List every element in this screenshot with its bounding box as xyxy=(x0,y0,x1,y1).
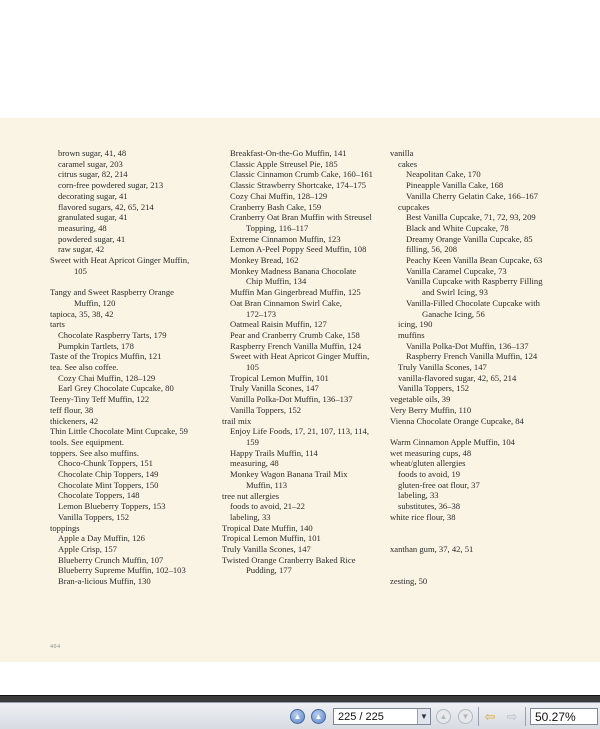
index-entry: Vienna Chocolate Orange Cupcake, 84 xyxy=(390,415,524,426)
index-entry: toppers. See also muffins. xyxy=(50,447,139,458)
toolbar-divider xyxy=(478,707,479,726)
index-subentry: Cozy Chai Muffin, 128–129 xyxy=(58,372,156,383)
index-subentry: Lemon A-Peel Poppy Seed Muffin, 108 xyxy=(230,244,367,255)
book-page xyxy=(0,118,600,662)
index-subentry: corn-free powdered sugar, 213 xyxy=(58,180,164,191)
index-subentry: granulated sugar, 41 xyxy=(58,212,128,223)
index-subentry: Pear and Cranberry Crumb Cake, 158 xyxy=(230,329,360,340)
zoom-level-field[interactable] xyxy=(530,708,598,725)
index-subentry: Vanilla Toppers, 152 xyxy=(398,383,470,394)
index-entry: Thin Little Chocolate Mint Cupcake, 59 xyxy=(50,426,188,437)
index-subentry: Vanilla Toppers, 152 xyxy=(230,404,302,415)
index-subentry: Blueberry Supreme Muffin, 102–103 xyxy=(58,565,186,576)
index-subentry: Chocolate Raspberry Tarts, 179 xyxy=(58,329,167,340)
index-subentry: 159 xyxy=(246,436,259,447)
index-subentry: foods to avoid, 19 xyxy=(398,469,461,480)
index-subentry: Happy Trails Muffin, 114 xyxy=(230,447,318,458)
index-subentry: Vanilla Caramel Cupcake, 73 xyxy=(406,265,507,276)
index-subentry: Blueberry Crunch Muffin, 107 xyxy=(58,554,164,565)
index-entry: tarts xyxy=(50,319,65,330)
index-subentry: Peachy Keen Vanilla Bean Cupcake, 63 xyxy=(406,255,543,266)
index-subentry: Neapolitan Cake, 170 xyxy=(406,169,481,180)
page-number-field[interactable] xyxy=(333,708,431,725)
index-subentry: Best Vanilla Cupcake, 71, 72, 93, 209 xyxy=(406,212,536,223)
index-subentry: cakes xyxy=(398,158,418,169)
index-entry: zesting, 50 xyxy=(390,576,428,587)
index-entry: trail mix xyxy=(222,415,252,426)
page-folio: 404 xyxy=(50,644,61,650)
index-subentry: Tropical Lemon Muffin, 101 xyxy=(230,372,329,383)
index-subentry: Chip Muffin, 134 xyxy=(246,276,307,287)
index-entry: Tropical Date Muffin, 140 xyxy=(222,522,313,533)
index-entry: thickeners, 42 xyxy=(50,415,99,426)
index-spacer xyxy=(390,426,600,437)
chevron-down-icon[interactable]: ▼ xyxy=(417,709,430,724)
index-subentry: muffins xyxy=(398,329,425,340)
index-entry: tree nut allergies xyxy=(222,490,280,501)
index-subentry: foods to avoid, 21–22 xyxy=(230,501,305,512)
index-entry: wheat/gluten allergies xyxy=(390,458,466,469)
index-subentry: Muffin, 120 xyxy=(74,297,116,308)
last-page-icon[interactable]: ▼ xyxy=(458,709,473,724)
index-entry: xanthan gum, 37, 42, 51 xyxy=(390,543,474,554)
index-subentry: Muffin Man Gingerbread Muffin, 125 xyxy=(230,287,361,298)
index-subentry: flavored sugars, 42, 65, 214 xyxy=(58,201,154,212)
index-subentry: Muffin, 113 xyxy=(246,479,288,490)
index-entry: Truly Vanilla Scones, 147 xyxy=(222,544,311,555)
index-subentry: Cranberry Bash Cake, 159 xyxy=(230,201,322,212)
forward-arrow-icon[interactable]: ⇨ xyxy=(506,708,518,724)
nav-up-icon[interactable]: ▲ xyxy=(290,709,305,724)
index-subentry: Breakfast-On-the-Go Muffin, 141 xyxy=(230,148,347,158)
index-subentry: Truly Vanilla Scones, 147 xyxy=(398,362,487,373)
index-subentry: Extreme Cinnamon Muffin, 123 xyxy=(230,233,341,244)
index-subentry: Dreamy Orange Vanilla Cupcake, 85 xyxy=(406,233,533,244)
index-subentry: Monkey Bread, 162 xyxy=(230,255,299,266)
index-subentry: gluten-free oat flour, 37 xyxy=(398,479,480,490)
index-spacer xyxy=(390,523,600,534)
index-entry: Sweet with Heat Apricot Ginger Muffin, xyxy=(50,255,190,266)
page-number-value: 225 / 225 xyxy=(338,710,384,723)
index-subentry: measuring, 48 xyxy=(58,222,107,233)
index-entry: Teeny-Tiny Teff Muffin, 122 xyxy=(50,394,150,405)
index-subentry: Apple Crisp, 157 xyxy=(58,544,117,554)
index-subentry: Classic Strawberry Shortcake, 174–175 xyxy=(230,180,367,191)
index-entry: Very Berry Muffin, 110 xyxy=(390,404,472,415)
nav-down-icon[interactable]: ▲ xyxy=(311,709,326,724)
index-subentry: decorating sugar, 41 xyxy=(58,190,128,201)
toolbar-divider xyxy=(525,707,526,726)
index-subentry: Vanilla Cupcake with Raspberry Filling xyxy=(406,276,543,287)
index-entry: vegetable oils, 39 xyxy=(390,394,451,405)
index-subentry: citrus sugar, 82, 214 xyxy=(58,169,128,180)
index-subentry: Vanilla Polka-Dot Muffin, 136–137 xyxy=(230,394,353,405)
index-column-3 xyxy=(390,148,600,587)
index-subentry: Chocolate Toppers, 148 xyxy=(58,490,140,501)
index-subentry: Vanilla Cherry Gelatin Cake, 166–167 xyxy=(406,190,538,201)
index-subentry: Oatmeal Raisin Muffin, 127 xyxy=(230,319,327,330)
index-subentry: Pumpkin Tartlets, 178 xyxy=(58,340,134,351)
index-entry: toppings xyxy=(50,522,80,533)
index-subentry: Apple a Day Muffin, 126 xyxy=(58,533,145,544)
index-entry: Tangy and Sweet Raspberry Orange xyxy=(50,287,174,298)
index-subentry: Topping, 116–117 xyxy=(246,222,309,233)
index-subentry: Classic Cinnamon Crumb Cake, 160–161 xyxy=(230,169,373,180)
index-entry: wet measuring cups, 48 xyxy=(390,447,472,458)
index-subentry: Pudding, 177 xyxy=(246,565,292,576)
index-subentry: Monkey Madness Banana Chocolate xyxy=(230,265,357,276)
index-subentry: and Swirl Icing, 93 xyxy=(422,287,488,298)
index-subentry: Black and White Cupcake, 78 xyxy=(406,222,509,233)
index-spacer xyxy=(390,533,600,544)
index-entry: Warm Cinnamon Apple Muffin, 104 xyxy=(390,436,515,447)
index-entry: tapioca, 35, 38, 42 xyxy=(50,308,114,319)
index-subentry: cupcakes xyxy=(398,201,430,212)
index-subentry: Enjoy Life Foods, 17, 21, 107, 113, 114, xyxy=(230,426,370,437)
index-subentry: substitutes, 36–38 xyxy=(398,501,461,512)
index-subentry: Monkey Wagon Banana Trail Mix xyxy=(230,469,348,480)
index-column-1 xyxy=(50,148,220,587)
viewer-toolbar xyxy=(0,702,600,729)
index-entry: tea. See also coffee. xyxy=(50,362,119,373)
index-spacer xyxy=(390,565,600,576)
index-subentry: Cozy Chai Muffin, 128–129 xyxy=(230,190,328,201)
index-subentry: Classic Apple Streusel Pie, 185 xyxy=(230,158,338,169)
index-subentry: Truly Vanilla Scones, 147 xyxy=(230,383,319,394)
index-entry: Twisted Orange Cranberry Baked Rice xyxy=(222,554,356,565)
index-subentry: Earl Grey Chocolate Cupcake, 80 xyxy=(58,383,174,394)
index-subentry: measuring, 48 xyxy=(230,458,279,469)
index-subentry: Sweet with Heat Apricot Ginger Muffin, xyxy=(230,351,370,362)
index-subentry: labeling, 33 xyxy=(398,490,439,501)
index-spacer xyxy=(50,276,220,287)
index-subentry: Pineapple Vanilla Cake, 168 xyxy=(406,180,504,191)
index-subentry: Vanilla Toppers, 152 xyxy=(58,511,130,522)
index-subentry: Bran-a-licious Muffin, 130 xyxy=(58,576,151,587)
index-subentry: Oat Bran Cinnamon Swirl Cake, xyxy=(230,297,342,308)
index-entry: Tropical Lemon Muffin, 101 xyxy=(222,533,321,544)
index-subentry: Vanilla-Filled Chocolate Cupcake with xyxy=(406,297,540,308)
index-entry: tools. See equipment. xyxy=(50,436,124,447)
index-spacer xyxy=(390,555,600,566)
index-subentry: Raspberry French Vanilla Muffin, 124 xyxy=(406,351,538,362)
index-subentry: Raspberry French Vanilla Muffin, 124 xyxy=(230,340,362,351)
index-subentry: labeling, 33 xyxy=(230,511,271,522)
index-subentry: icing, 190 xyxy=(398,319,433,330)
index-subentry: 105 xyxy=(246,362,259,373)
index-subentry: Choco-Chunk Toppers, 151 xyxy=(58,458,153,469)
index-entry: teff flour, 38 xyxy=(50,404,94,415)
index-subentry: filling, 56, 208 xyxy=(406,244,458,255)
index-subentry: vanilla-flavored sugar, 42, 65, 214 xyxy=(398,372,517,383)
back-arrow-icon[interactable]: ⇦ xyxy=(484,708,496,724)
index-column-2 xyxy=(222,148,394,576)
window-separator xyxy=(0,695,600,702)
index-subentry: Lemon Blueberry Toppers, 153 xyxy=(58,501,166,512)
index-subentry: brown sugar, 41, 48 xyxy=(58,148,127,158)
index-entry: Taste of the Tropics Muffin, 121 xyxy=(50,351,162,362)
index-subentry: Chocolate Mint Toppers, 150 xyxy=(58,479,159,490)
index-subentry: 105 xyxy=(74,265,87,276)
index-subentry: raw sugar, 42 xyxy=(58,244,105,255)
index-subentry: Vanilla Polka-Dot Muffin, 136–137 xyxy=(406,340,529,351)
index-subentry: 172–173 xyxy=(246,308,277,319)
index-subentry: Chocolate Chip Toppers, 149 xyxy=(58,469,159,480)
index-subentry: Ganache Icing, 56 xyxy=(422,308,485,319)
first-page-icon[interactable]: ▲ xyxy=(436,709,451,724)
index-subentry: caramel sugar, 203 xyxy=(58,158,123,169)
zoom-level-value: 50.27% xyxy=(535,709,576,724)
index-entry: white rice flour, 38 xyxy=(390,511,456,522)
index-subentry: Cranberry Oat Bran Muffin with Streusel xyxy=(230,212,372,223)
index-entry: vanilla xyxy=(390,148,414,158)
index-subentry: powdered sugar, 41 xyxy=(58,233,126,244)
